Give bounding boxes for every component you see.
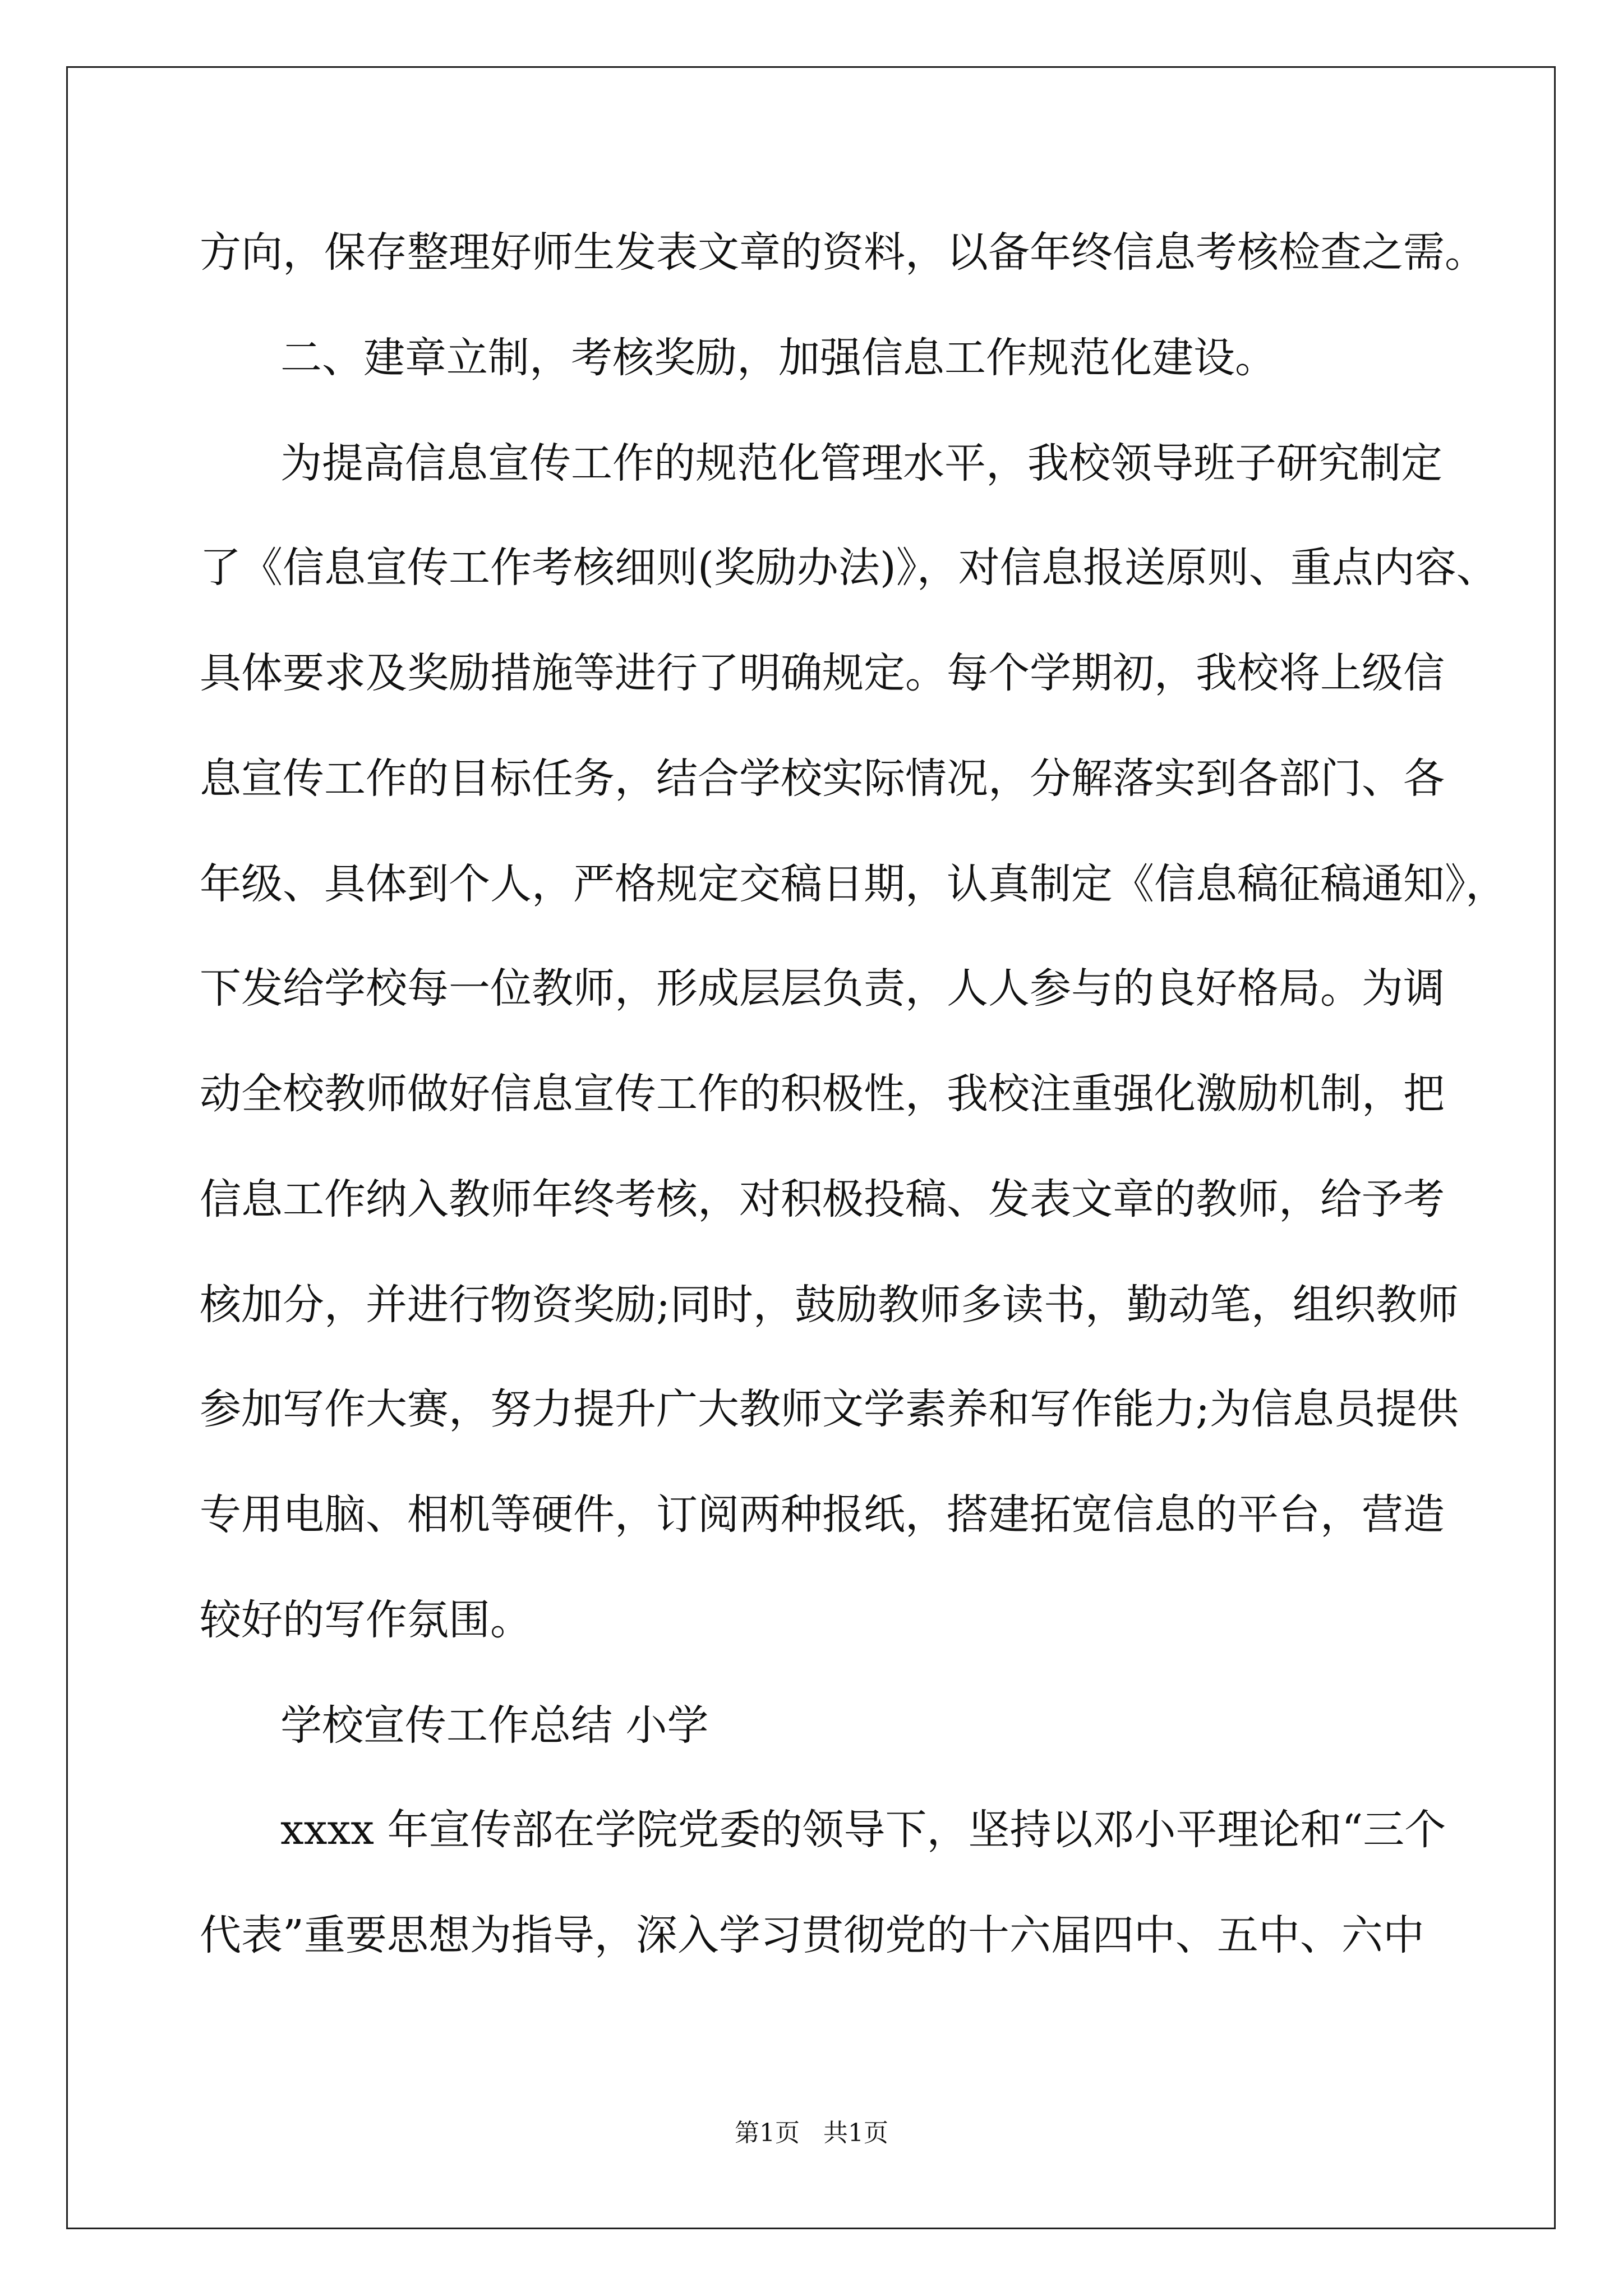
text-line-9: 动全校教师做好信息宣传工作的积极性，我校注重强化激励机制，把 <box>200 1070 1445 1118</box>
text-line-7: 年级、具体到个人，严格规定交稿日期，认真制定《信息稿征稿通知》， <box>200 860 1507 908</box>
text-line-16: xxxx 年宣传部在学院党委的领导下，坚持以邓小平理论和“三个 <box>280 1806 1446 1854</box>
text-line-12: 参加写作大赛，努力提升广大教师文学素养和写作能力;为信息员提供 <box>200 1385 1459 1433</box>
text-line-14: 较好的写作氛围。 <box>200 1596 532 1644</box>
text-line-10: 信息工作纳入教师年终考核，对积极投稿、发表文章的教师，给予考 <box>200 1175 1445 1223</box>
text-line-3: 为提高信息宣传工作的规范化管理水平，我校领导班子研究制定 <box>280 439 1442 487</box>
text-line-6: 息宣传工作的目标任务，结合学校实际情况，分解落实到各部门、各 <box>200 754 1445 803</box>
text-line-11: 核加分，并进行物资奖励;同时，鼓励教师多读书，勤动笔，组织教师 <box>200 1281 1459 1329</box>
page-border <box>66 66 1556 2229</box>
page-footer: 第1页 共1页 <box>735 2119 888 2147</box>
text-line-17: 代表”重要思想为指导，深入学习贯彻党的十六届四中、五中、六中 <box>200 1911 1424 1959</box>
text-line-8: 下发给学校每一位教师，形成层层负责，人人参与的良好格局。为调 <box>200 964 1445 1013</box>
text-line-1: 方向，保存整理好师生发表文章的资料，以备年终信息考核检查之需。 <box>200 228 1486 277</box>
section-heading: 二、建章立制，考核奖励，加强信息工作规范化建设。 <box>280 334 1276 382</box>
text-line-4: 了《信息宣传工作考核细则(奖励办法)》，对信息报送原则、重点内容、 <box>200 544 1498 592</box>
text-line-5: 具体要求及奖励措施等进行了明确规定。每个学期初，我校将上级信 <box>200 649 1445 697</box>
article-title: 学校宣传工作总结 小学 <box>280 1701 709 1750</box>
text-line-13: 专用电脑、相机等硬件，订阅两种报纸，搭建拓宽信息的平台，营造 <box>200 1490 1445 1539</box>
